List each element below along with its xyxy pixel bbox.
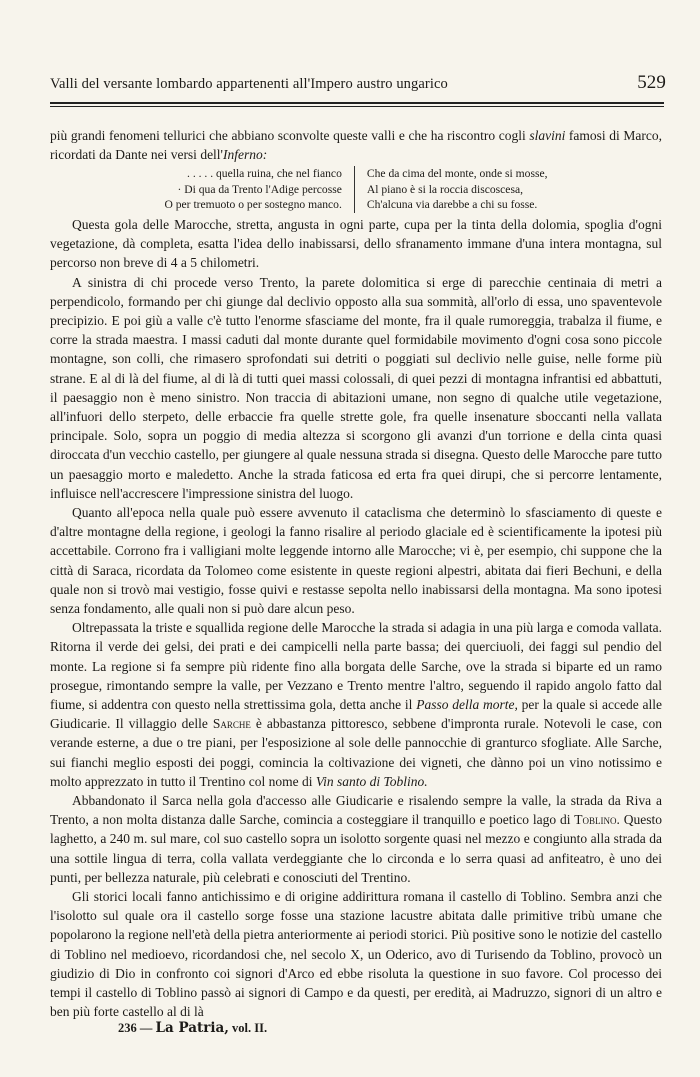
paragraph-4: Oltrepassata la triste e squallida regione delle Marocche la strada si adagia in una più larga e comoda vallata. Ritorna il verde dei gelsi, dei prati e dei campicelli nella parte bassa; dei querciuoli, dei faggi sul pendio del monte. La regione si fa sempre più ridente fino alla borgata delle Sarche, ove la strada si biparte ed un ramo prosegue, rimontando sempre la valle, per Vezzano e Trento mentre l'altro, seguendo il rapido angolo fatto dal fiume, si addentra con questo nella strettissima gola, detta anche il Passo della morte, per la quale si accede alle Giudicarie. Il villaggio delle Sarche è abbastanza pittoresco, sebbene d'impronta rurale. Notevoli le case, con verande esterne, a due o tre piani, per l'esposizione al sole delle pannocchie di granturco sfogliate. Alle Sarche, sui fianchi meglio esposti dei poggi, comincia la coltivazione dei vigneti, che dànno poi un vino notissimo e molto apprezzato in tutto il Trentino col nome di Vin santo di Toblino. (50, 620, 662, 789)
paragraph-1: Questa gola delle Marocche, stretta, angusta in ogni parte, cupa per la tinta della dolomia, spoglia d'ogni vegetazione, dà completa, esatta l'idea dello inabissarsi, dello sfranamento immane d'una intera montagna, sul percorso non breve di 4 a 5 chilometri. (50, 216, 662, 271)
verse-line: Che da cima del monte, onde si mosse, (366, 167, 548, 181)
running-header (50, 72, 666, 94)
italic-vin-santo: Vin santo di Toblino. (315, 773, 428, 789)
verse-quote (50, 166, 662, 213)
smallcaps-sarche: Sarche (212, 716, 251, 732)
smallcaps-toblino: Toblino (574, 812, 617, 828)
header-rule (50, 102, 664, 107)
verse-left-column (154, 166, 354, 213)
paragraph-3: Quanto all'epoca nella quale può essere avvenuto il cataclisma che determinò lo sfasciamento di queste e d'altre montagne della regione, i geologi la fanno risalire al periodo glaciale ed è scientificamente la ipotesi più accettabile. Corrono fra i valligiani molte leggende intorno alle Marocche; vi è, per esempio, chi suppone che la città di Saraca, ricordata da Tolomeo come esistente in queste regioni alpestri, abitata dai fieri Bechuni, e della quale non si trovò mai vestigio, fosse quivi e restasse sepolta nello inabissarsi della montagna. Ma sono ipotesi senza fondamento, alle quali non si può dare alcun peso. (50, 504, 662, 616)
publication-name: La Patria, (155, 1020, 229, 1036)
running-title: Valli del versante lombardo appartenenti all'Impero austro ungarico (50, 76, 448, 92)
paragraph-6: Gli storici locali fanno antichissimo e di origine addirittura romana il castello di Toblino. Sembra anzi che l'isolotto sul quale ora il castello sorge fosse una stazione lacustre abitata dalle primitive tribù umane che popolarono la regione nell'età della pietra anteriormente ai periodi storici. Più positive sono le notizie del castello di Toblino nel medioevo, ricordandosi che, nel secolo X, un Oderico, avo di Turisendo da Toblino, provocò un giudizio di Dio in confronto coi signori d'Arco ed ebbe risoluta la questione in suo favore. Col processo dei tempi il castello di Toblino passò ai signori di Campo e da questi, per eredità, ai Madruzzo, signori di un altro e ben più forte castello al di là (50, 889, 662, 1020)
signature-number: 236 — (118, 1021, 153, 1035)
verse-line: O per tremuoto o per sostegno manco. (164, 198, 342, 212)
italic-passo-della-morte: Passo della morte, (416, 696, 518, 712)
verse-line: Al piano è si la roccia discoscesa, (366, 182, 524, 196)
paragraph-5: Abbandonato il Sarca nella gola d'accesso alle Giudicarie e risalendo sempre la valle, la strada da Riva a Trento, a non molta distanza dalle Sarche, comincia a costeggiare il tranquillo e poetico lago di Toblino. Questo laghetto, a 240 m. sul mare, col suo castello sopra un isolotto sorgente quasi nel mezzo e congiunto alla strada da una sottile lingua di terra, colla vallata verdeggiante che lo circonda e lo serra quasi ad anfiteatro, è uno dei punti, per bellezza naturale, più celebrati e conosciuti del Trentino. (50, 793, 663, 885)
footer-signature (118, 1020, 267, 1036)
paragraph-intro: più grandi fenomeni tellurici che abbiano sconvolte queste valli e che ha riscontro cogli slavini famosi di Marco, ricordati da Dante nei versi dell'Inferno: (50, 128, 662, 163)
italic-inferno: Inferno: (223, 147, 268, 163)
verse-right-column (355, 166, 558, 213)
volume-label: vol. II. (232, 1021, 268, 1035)
verse-line: · Di qua da Trento l'Adige percosse (177, 182, 342, 196)
verse-line: Ch'alcuna via darebbe a chi su fosse. (366, 198, 538, 212)
verse-line: . . . . . quella ruina, che nel fianco (187, 167, 342, 181)
paragraph-2: A sinistra di chi procede verso Trento, la parete dolomitica si erge di parecchie centinaia di metri a perpendicolo, formando per chi giunge dal declivio opposto alla sua sommità, all'orlo di essa, uno spaventevole precipizio. E poi giù a valle c'è tutto l'enorme sfasciame del monte, fra il quale rumoreggia, trabalza il fiume, e corre la strada maestra. I massi caduti dal monte durante quel formidabile movimento d'ogni cosa sono piccole montagne, son colli, che rimasero sprofondati sui detriti o poggiati sul declivio nelle guise, nelle forme più strane. E al di là del fiume, al di là di tutti quei massi colossali, di quei pezzi di montagna infrantisi ed abbattuti, il paesaggio non è meno sinistro. Non traccia di abitazioni umane, non segno di qualche utile vegetazione, all'infuori dello sterpeto, delle erbaccie fra quelle strette gole, fra quelle insenature sboccanti nella vallata principale. Solo, sopra un poggio di media altezza si scorgono gli avanzi d'un torrione e della cinta quasi diroccata d'un vecchio castello, per giungere al quale nessuna strada si disegna. Questo delle Marocche pare tutto un paesaggio morto e maledetto. Anche la strada faticosa ed erta fra quei dirupi, che si percorre lentamente, influisce nell'accrescere l'impressione sinistra del luogo. (50, 274, 662, 501)
italic-slavini: slavini (529, 128, 566, 143)
body-text (50, 126, 662, 1021)
page-number: 529 (637, 72, 666, 93)
